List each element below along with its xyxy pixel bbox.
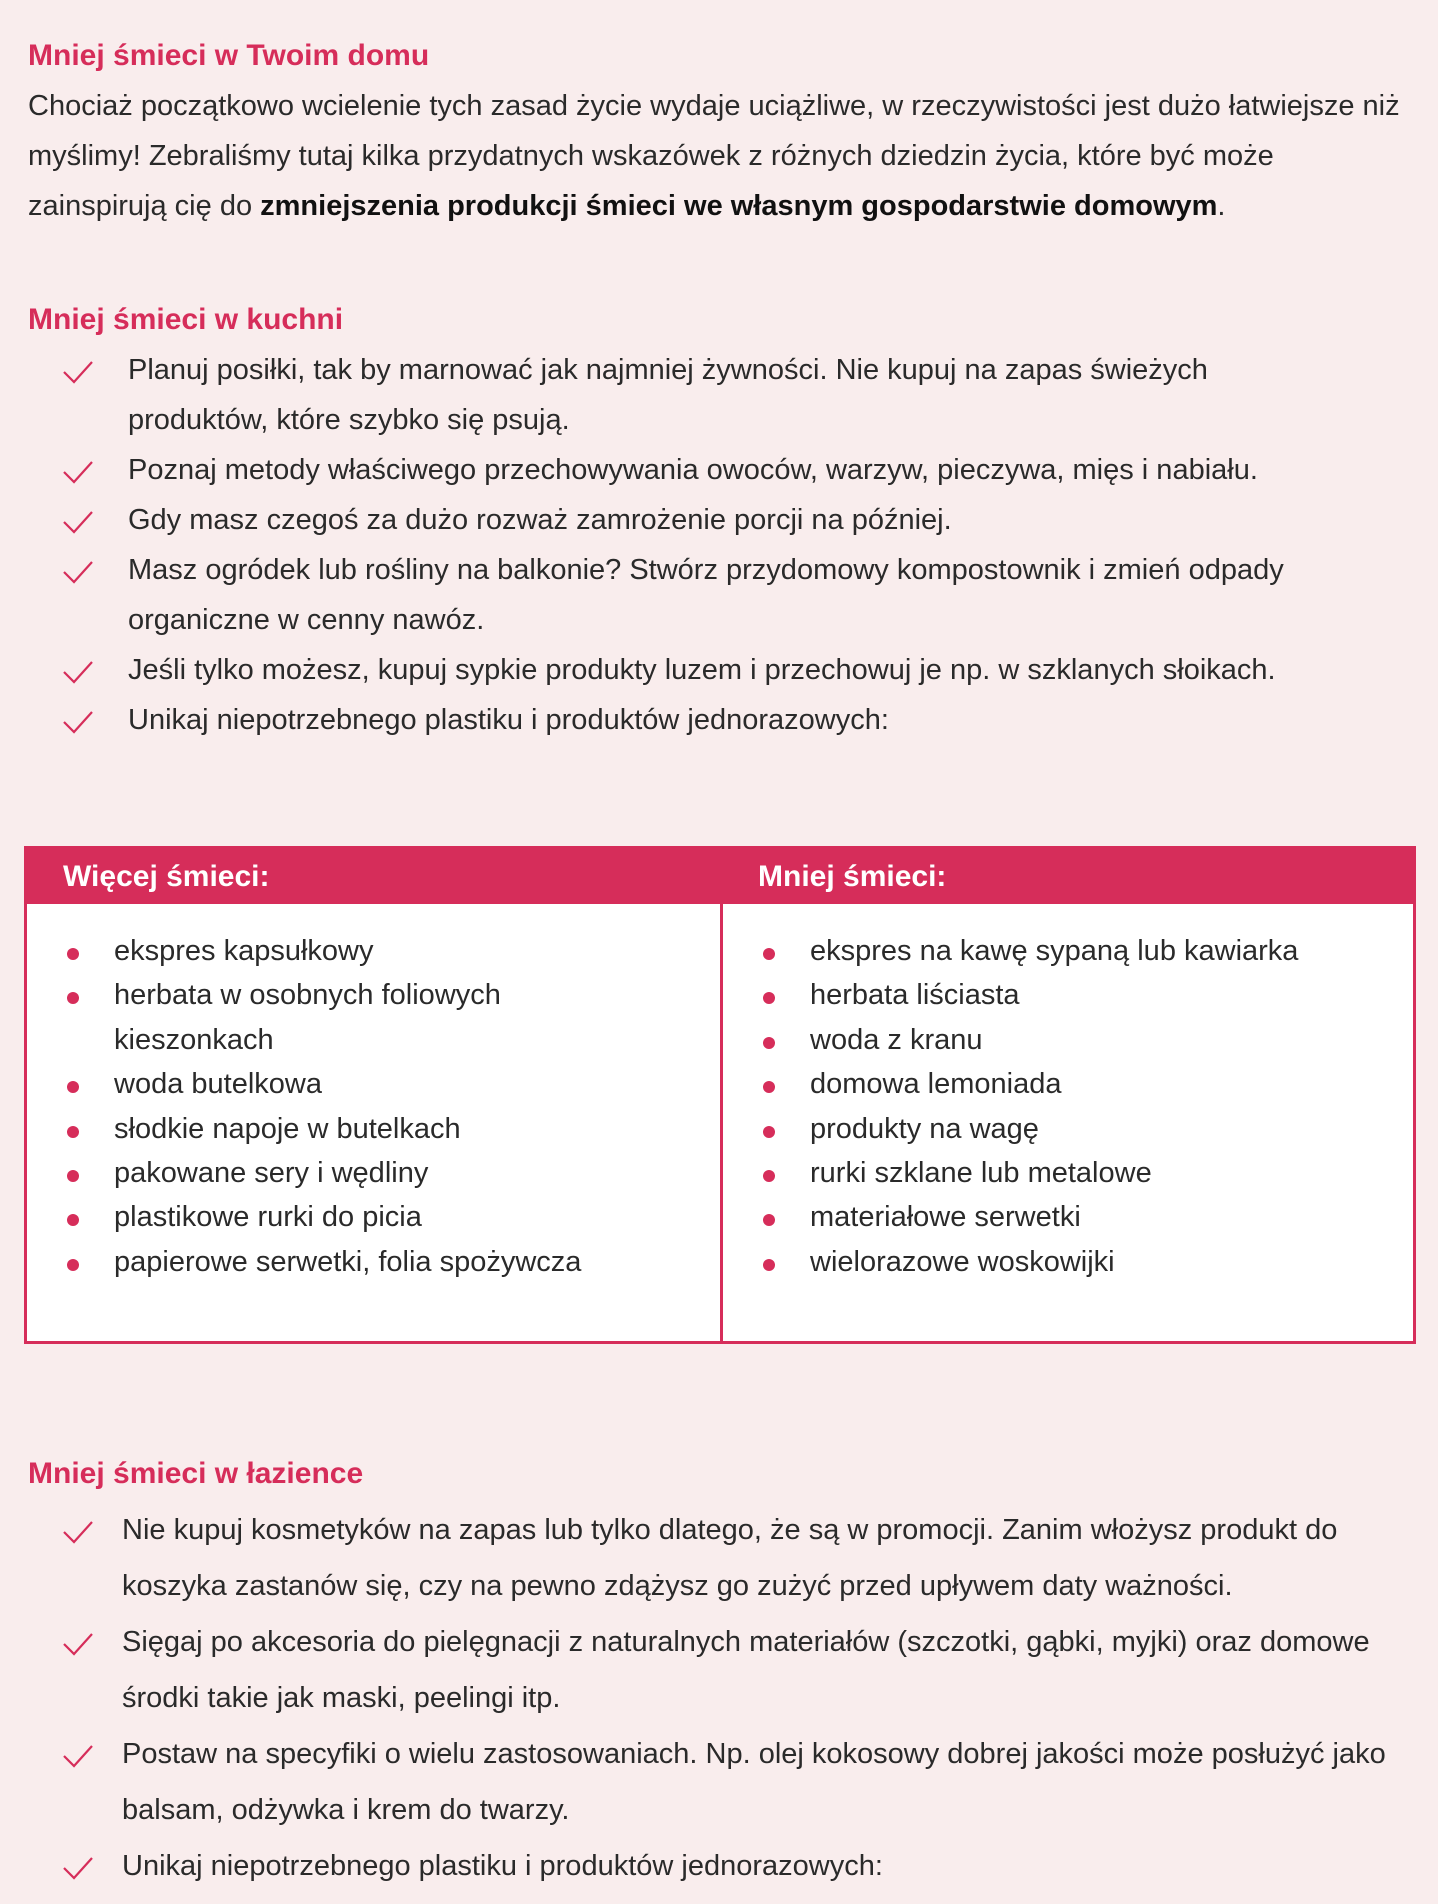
more-waste-item: ekspres kapsułkowy (114, 935, 374, 967)
list-item (723, 929, 1403, 973)
less-waste-item: wielorazowe woskowijki (810, 1245, 1115, 1278)
bathroom-tip-text: Nie kupuj kosmetyków na zapas lub tylko dlatego, że są w promocji. Zanim włożysz produkt do koszyka zastanów się, czy na pewno zdążysz go zużyć przed upływem daty ważności. (122, 1514, 1338, 1602)
list-item (723, 1195, 1403, 1239)
checkmark-icon (62, 359, 94, 385)
checkmark-icon (62, 1631, 94, 1657)
list-item (723, 973, 1403, 1017)
more-waste-item: plastikowe rurki do picia (114, 1201, 422, 1234)
intro-text: Chociaż początkowo wcielenie tych zasad życie wydaje uciążliwe, w rzeczywistości jest dużo łatwiejsze niż myślimy! Zebraliśmy tutaj kilka przydatnych wskazówek z różnych dziedzin życia, które być może zainspirują cię do (28, 90, 1400, 222)
list-item (0, 1838, 1422, 1894)
kitchen-tip-text: Poznaj metody właściwego przechowywania owoców, warzyw, pieczywa, mięs i nabiału. (128, 454, 1258, 486)
more-waste-item: papierowe serwetki, folia spożywcza (114, 1245, 582, 1278)
list-item (723, 1107, 1403, 1151)
list-item (0, 495, 1338, 545)
checkmark-icon (62, 1519, 94, 1545)
list-item (0, 1726, 1422, 1838)
more-waste-item: pakowane sery i wędliny (114, 1157, 429, 1190)
less-waste-item: ekspres na kawę sypaną lub kawiarka (810, 935, 1299, 967)
bullet-icon (67, 1081, 79, 1093)
less-waste-item: rurki szklane lub metalowe (810, 1157, 1152, 1190)
bullet-icon (67, 1170, 79, 1182)
less-waste-item: materiałowe serwetki (810, 1201, 1081, 1234)
list-item (723, 1018, 1403, 1062)
bullet-icon (763, 1081, 775, 1093)
less-waste-list (723, 929, 1403, 1284)
bullet-icon (67, 1214, 79, 1226)
intro-bold-text: zmniejszenia produkcji śmieci we własnym gospodarstwie domowym (260, 190, 1218, 222)
list-item (0, 695, 1338, 745)
list-item (723, 1240, 1403, 1284)
list-item (27, 1062, 627, 1106)
list-item (0, 1502, 1422, 1614)
bullet-icon (763, 1259, 775, 1271)
bullet-icon (67, 992, 79, 1004)
list-item (0, 545, 1338, 645)
bathroom-tip-text: Sięgaj po akcesoria do pielęgnacji z naturalnych materiałów (szczotki, gąbki, myjki) oraz domowe środki takie jak maski, peelingi itp. (122, 1626, 1370, 1714)
bullet-icon (67, 1126, 79, 1138)
less-waste-item: herbata liściasta (810, 979, 1020, 1012)
bullet-icon (763, 948, 775, 960)
intro-text-end: . (1217, 190, 1226, 222)
kitchen-tips-list (0, 345, 1338, 745)
more-waste-item: herbata w osobnych foliowych kieszonkach (114, 979, 501, 1056)
bullet-icon (67, 1259, 79, 1271)
comparison-table (24, 846, 1416, 1344)
checkmark-icon (62, 659, 94, 685)
bathroom-heading: Mniej śmieci w łazience (28, 1457, 364, 1490)
list-item (0, 345, 1338, 445)
list-item (27, 1151, 627, 1195)
more-waste-title: Więcej śmieci: (63, 860, 270, 893)
more-waste-list (27, 929, 627, 1284)
kitchen-tip-text: Masz ogródek lub rośliny na balkonie? Stwórz przydomowy kompostownik i zmień odpady organiczne w cenny nawóz. (128, 554, 1284, 636)
bullet-icon (763, 992, 775, 1004)
checkmark-icon (62, 559, 94, 585)
checkmark-icon (62, 509, 94, 535)
bathroom-tips-list (0, 1502, 1422, 1894)
kitchen-tip-text: Unikaj niepotrzebnego plastiku i produktów jednorazowych: (128, 704, 889, 736)
comparison-header (27, 849, 1413, 904)
intro-paragraph (28, 81, 1418, 231)
less-waste-item: domowa lemoniada (810, 1068, 1062, 1101)
list-item (723, 1062, 1403, 1106)
kitchen-tip-text: Gdy masz czegoś za dużo rozważ zamrożenie porcji na później. (128, 504, 952, 536)
bullet-icon (763, 1170, 775, 1182)
bullet-icon (763, 1126, 775, 1138)
checkmark-icon (62, 1743, 94, 1769)
list-item (27, 1107, 627, 1151)
kitchen-heading: Mniej śmieci w kuchni (28, 303, 344, 336)
bullet-icon (763, 1037, 775, 1049)
list-item (27, 1240, 627, 1284)
bullet-icon (763, 1214, 775, 1226)
more-waste-item: słodkie napoje w butelkach (114, 1112, 461, 1145)
list-item (27, 973, 627, 1062)
checkmark-icon (62, 1855, 94, 1881)
more-waste-item: woda butelkowa (114, 1068, 322, 1101)
bathroom-tip-text: Postaw na specyfiki o wielu zastosowaniach. Np. olej kokosowy dobrej jakości może posłużyć jako balsam, odżywka i krem do twarzy. (122, 1738, 1386, 1826)
bathroom-tip-text: Unikaj niepotrzebnego plastiku i produktów jednorazowych: (122, 1850, 883, 1882)
less-waste-title: Mniej śmieci: (758, 860, 947, 893)
list-item (0, 1614, 1422, 1726)
list-item (27, 929, 627, 973)
list-item (723, 1151, 1403, 1195)
list-item (27, 1195, 627, 1239)
kitchen-tip-text: Planuj posiłki, tak by marnować jak najmniej żywności. Nie kupuj na zapas świeżych produktów, które szybko się psują. (128, 354, 1208, 436)
less-waste-item: woda z kranu (810, 1023, 983, 1056)
list-item (0, 645, 1338, 695)
kitchen-tip-text: Jeśli tylko możesz, kupuj sypkie produkty luzem i przechowuj je np. w szklanych słoikach. (128, 654, 1276, 686)
list-item (0, 445, 1338, 495)
bullet-icon (67, 948, 79, 960)
checkmark-icon (62, 459, 94, 485)
less-waste-item: produkty na wagę (810, 1112, 1039, 1145)
intro-heading: Mniej śmieci w Twoim domu (28, 39, 430, 72)
checkmark-icon (62, 709, 94, 735)
